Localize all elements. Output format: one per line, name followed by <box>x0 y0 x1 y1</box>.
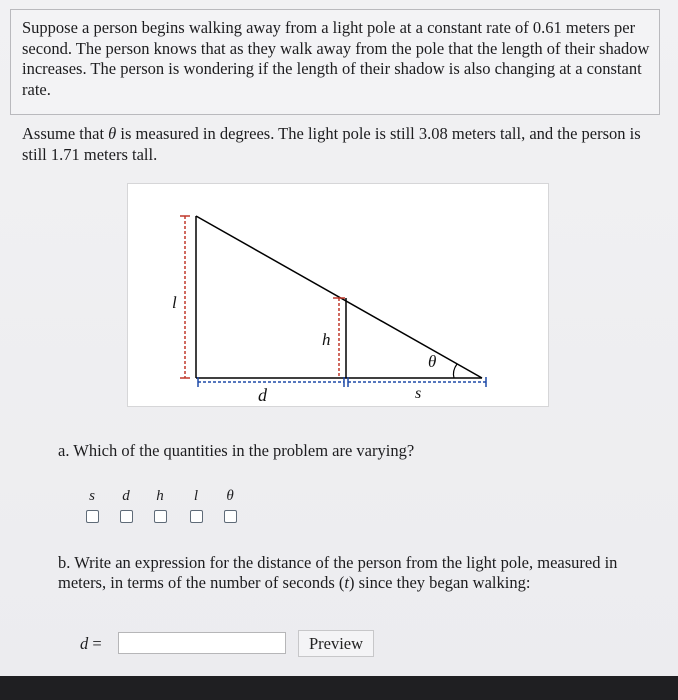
answer-label-eq: = <box>88 634 102 653</box>
label-l: l <box>172 293 177 312</box>
option-l-label: l <box>193 488 199 504</box>
light-pole-diagram <box>127 183 549 407</box>
diagram-svg <box>128 184 550 408</box>
question-b-prefix: b. Write an expression for the distance of the person from the light pole, measured in meters, in terms of the number of seconds ( <box>58 553 618 592</box>
distance-answer-input[interactable] <box>118 632 286 654</box>
label-s: s <box>415 385 422 402</box>
option-s-label: s <box>89 488 95 504</box>
option-s-checkbox[interactable] <box>86 510 99 523</box>
option-theta-checkbox[interactable] <box>224 510 237 523</box>
question-b-t: t <box>344 573 349 592</box>
assume-theta: θ <box>108 124 117 143</box>
option-h[interactable] <box>150 488 170 523</box>
label-h: h <box>322 330 331 349</box>
option-h-checkbox[interactable] <box>154 510 167 523</box>
option-d-checkbox[interactable] <box>120 510 133 523</box>
preview-button[interactable]: Preview <box>298 630 374 657</box>
theta-arc <box>453 364 457 378</box>
question-b-suffix: ) since they began walking: <box>348 573 531 592</box>
assume-suffix: is measured in degrees. The light pole is still 3.08 meters tall, and the person is still 1.71 meters tall. <box>22 124 641 164</box>
option-s[interactable] <box>82 488 102 523</box>
option-l-checkbox[interactable] <box>190 510 203 523</box>
label-d: d <box>258 385 267 405</box>
question-b <box>58 553 638 593</box>
option-theta-label: θ <box>226 488 234 504</box>
answer-label <box>80 634 102 654</box>
option-h-label: h <box>156 488 164 504</box>
label-theta: θ <box>428 352 437 371</box>
answer-label-var: d <box>80 634 89 653</box>
assume-prefix: Assume that <box>22 124 109 143</box>
problem-intro: Suppose a person begins walking away from a light pole at a constant rate of 0.61 meters per second. The person knows that as they walk away from the pole that the length of their shadow increases. The person is wondering if the length of their shadow is also changing at a constant rate. <box>22 18 650 99</box>
problem-assumption <box>22 124 652 165</box>
option-theta[interactable] <box>220 488 240 523</box>
screen-bottom-bezel <box>0 676 678 700</box>
option-d[interactable] <box>116 488 136 523</box>
option-d-label: d <box>122 488 130 504</box>
question-a: a. Which of the quantities in the problem are varying? <box>58 441 415 460</box>
option-l[interactable] <box>186 488 206 523</box>
